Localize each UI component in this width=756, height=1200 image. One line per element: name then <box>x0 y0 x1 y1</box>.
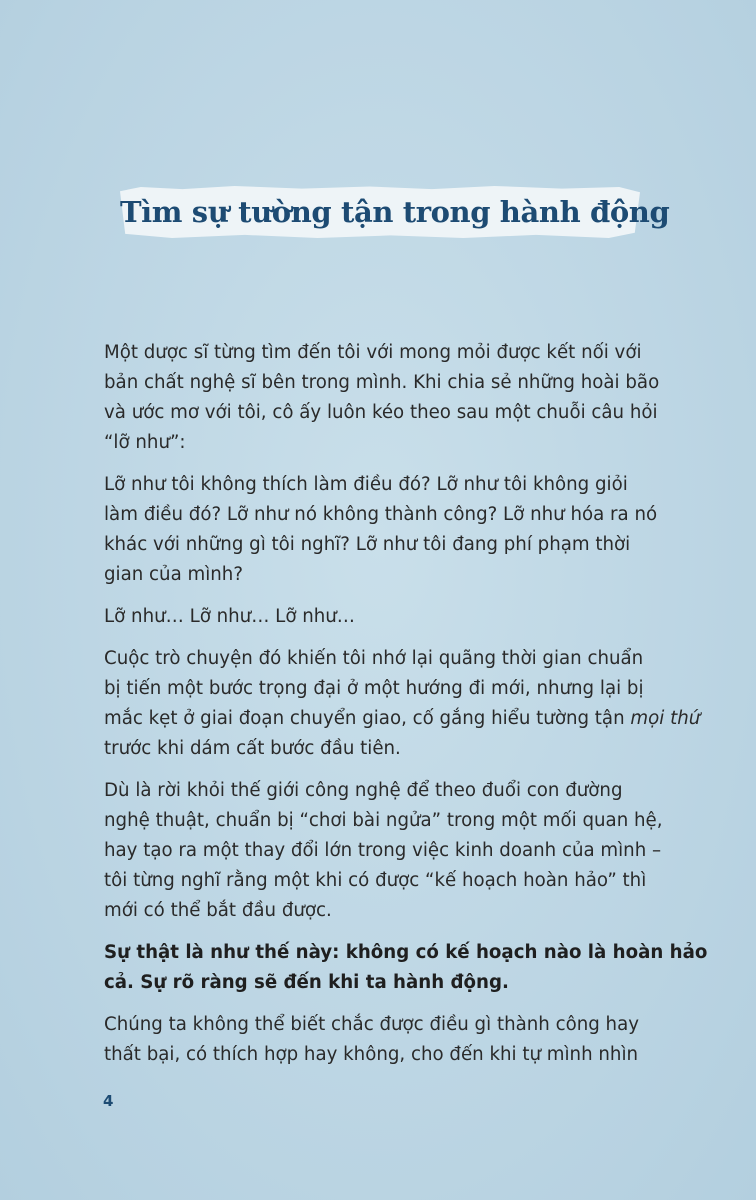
paragraph-7 <box>104 1010 679 1070</box>
text-line: Sự thật là như thế này: không có kế hoạch nào là hoàn hảo <box>104 942 708 963</box>
page-number: 4 <box>103 1092 114 1110</box>
text-line: khác với những gì tôi nghĩ? Lỡ như tôi đang phí phạm thời <box>104 534 631 555</box>
text-line: Lỡ như… Lỡ như… Lỡ như… <box>104 606 355 627</box>
text-line: Lỡ như tôi không thích làm điều đó? Lỡ như tôi không giỏi <box>104 474 628 495</box>
text-segment: mắc kẹt ở giai đoạn chuyển giao, cố gắng hiểu tường tận <box>104 708 625 729</box>
paragraph-2 <box>104 470 679 590</box>
text-line: thất bại, có thích hợp hay không, cho đến khi tự mình nhìn <box>104 1044 639 1065</box>
text-line: Dù là rời khỏi thế giới công nghệ để theo đuổi con đường <box>104 780 623 801</box>
italic-phrase: mọi thứ <box>630 708 701 729</box>
page-title: Tìm sự tường tận trong hành động <box>120 195 670 229</box>
text-line: “lỡ như”: <box>104 432 186 453</box>
text-line: gian của mình? <box>104 564 243 585</box>
text-line: tôi từng nghĩ rằng một khi có được “kế hoạch hoàn hảo” thì <box>104 870 647 891</box>
text-line: Một dược sĩ từng tìm đến tôi với mong mỏi được kết nối với <box>104 342 642 363</box>
paragraph-4 <box>104 644 701 764</box>
text-line: bản chất nghệ sĩ bên trong mình. Khi chia sẻ những hoài bão <box>104 372 660 393</box>
text-line: trước khi dám cất bước đầu tiên. <box>104 738 401 759</box>
text-line: Cuộc trò chuyện đó khiến tôi nhớ lại quãng thời gian chuẩn <box>104 648 644 669</box>
text-line: bị tiến một bước trọng đại ở một hướng đi mới, nhưng lại bị <box>104 678 644 699</box>
body-text <box>104 338 708 1082</box>
text-line: cả. Sự rõ ràng sẽ đến khi ta hành động. <box>104 972 509 993</box>
paragraph-6-emphasis <box>104 938 708 998</box>
paragraph-5 <box>104 776 679 926</box>
paragraph-1 <box>104 338 679 458</box>
text-line: làm điều đó? Lỡ như nó không thành công? Lỡ như hóa ra nó <box>104 504 658 525</box>
text-line: nghệ thuật, chuẩn bị “chơi bài ngửa” trong một mối quan hệ, <box>104 810 663 831</box>
text-line: mới có thể bắt đầu được. <box>104 900 332 921</box>
text-line: hay tạo ra một thay đổi lớn trong việc kinh doanh của mình – <box>104 840 662 861</box>
text-line: Chúng ta không thể biết chắc được điều gì thành công hay <box>104 1014 639 1035</box>
text-line <box>104 704 701 734</box>
text-line: và ước mơ với tôi, cô ấy luôn kéo theo sau một chuỗi câu hỏi <box>104 402 658 423</box>
paragraph-3 <box>104 602 679 632</box>
